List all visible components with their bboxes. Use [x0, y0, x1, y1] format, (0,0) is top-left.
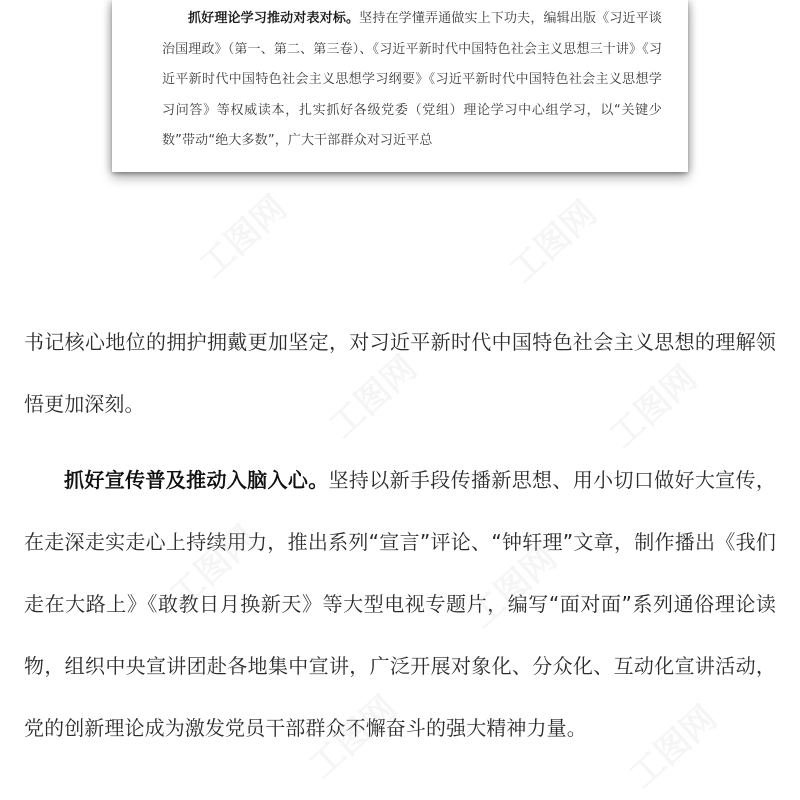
excerpt-body: 坚持在学懂弄通做实上下功夫，编辑出版《习近平谈治国理政》（第一、第二、第三卷）、《习近平新时代中国特色社会主义思想三十讲》《习近平新时代中国特色社会主义思想学习纲要》《习近平新时代中国特色社会主义思想学习问答》等权威读本，扎实抓好各级党委（党组）理论学习中心组学习，以“关键少数”带动“绝大多数”，广大干部群众对习近平总 — [162, 11, 663, 148]
watermark: 工图网 — [302, 688, 405, 787]
body-paragraph-2 — [24, 449, 776, 759]
body-paragraph-2-lead: 抓好宣传普及推动入脑入心。 — [64, 468, 329, 492]
watermark: 工图网 — [622, 698, 725, 797]
watermark: 工图网 — [462, 538, 565, 637]
excerpt-lead: 抓好理论学习推动对表对标。 — [188, 11, 360, 26]
excerpt-paragraph — [162, 4, 662, 157]
watermark: 工图网 — [192, 188, 295, 287]
excerpt-card — [112, 0, 688, 172]
body-paragraph-1 — [24, 311, 776, 435]
watermark: 工图网 — [502, 193, 605, 292]
watermark: 工图网 — [162, 518, 265, 617]
watermark: 工图网 — [602, 358, 705, 457]
body-paragraph-1-text: 书记核心地位的拥护拥戴更加坚定，对习近平新时代中国特色社会主义思想的理解领悟更加深刻。 — [24, 330, 776, 416]
body-paragraph-2-text: 坚持以新手段传播新思想、用小切口做好大宣传，在走深走实走心上持续用力，推出系列“宣言”评论、“钟轩理”文章，制作播出《我们走在大路上》《敢教日月换新天》等大型电视专题片，编写“面对面”系列通俗理论读物，组织中央宣讲团赴各地集中宣讲，广泛开展对象化、分众化、互动化宣讲活动，党的创新理论成为激发党员干部群众不懈奋斗的强大精神力量。 — [24, 468, 776, 740]
watermark: 工图网 — [322, 348, 425, 447]
